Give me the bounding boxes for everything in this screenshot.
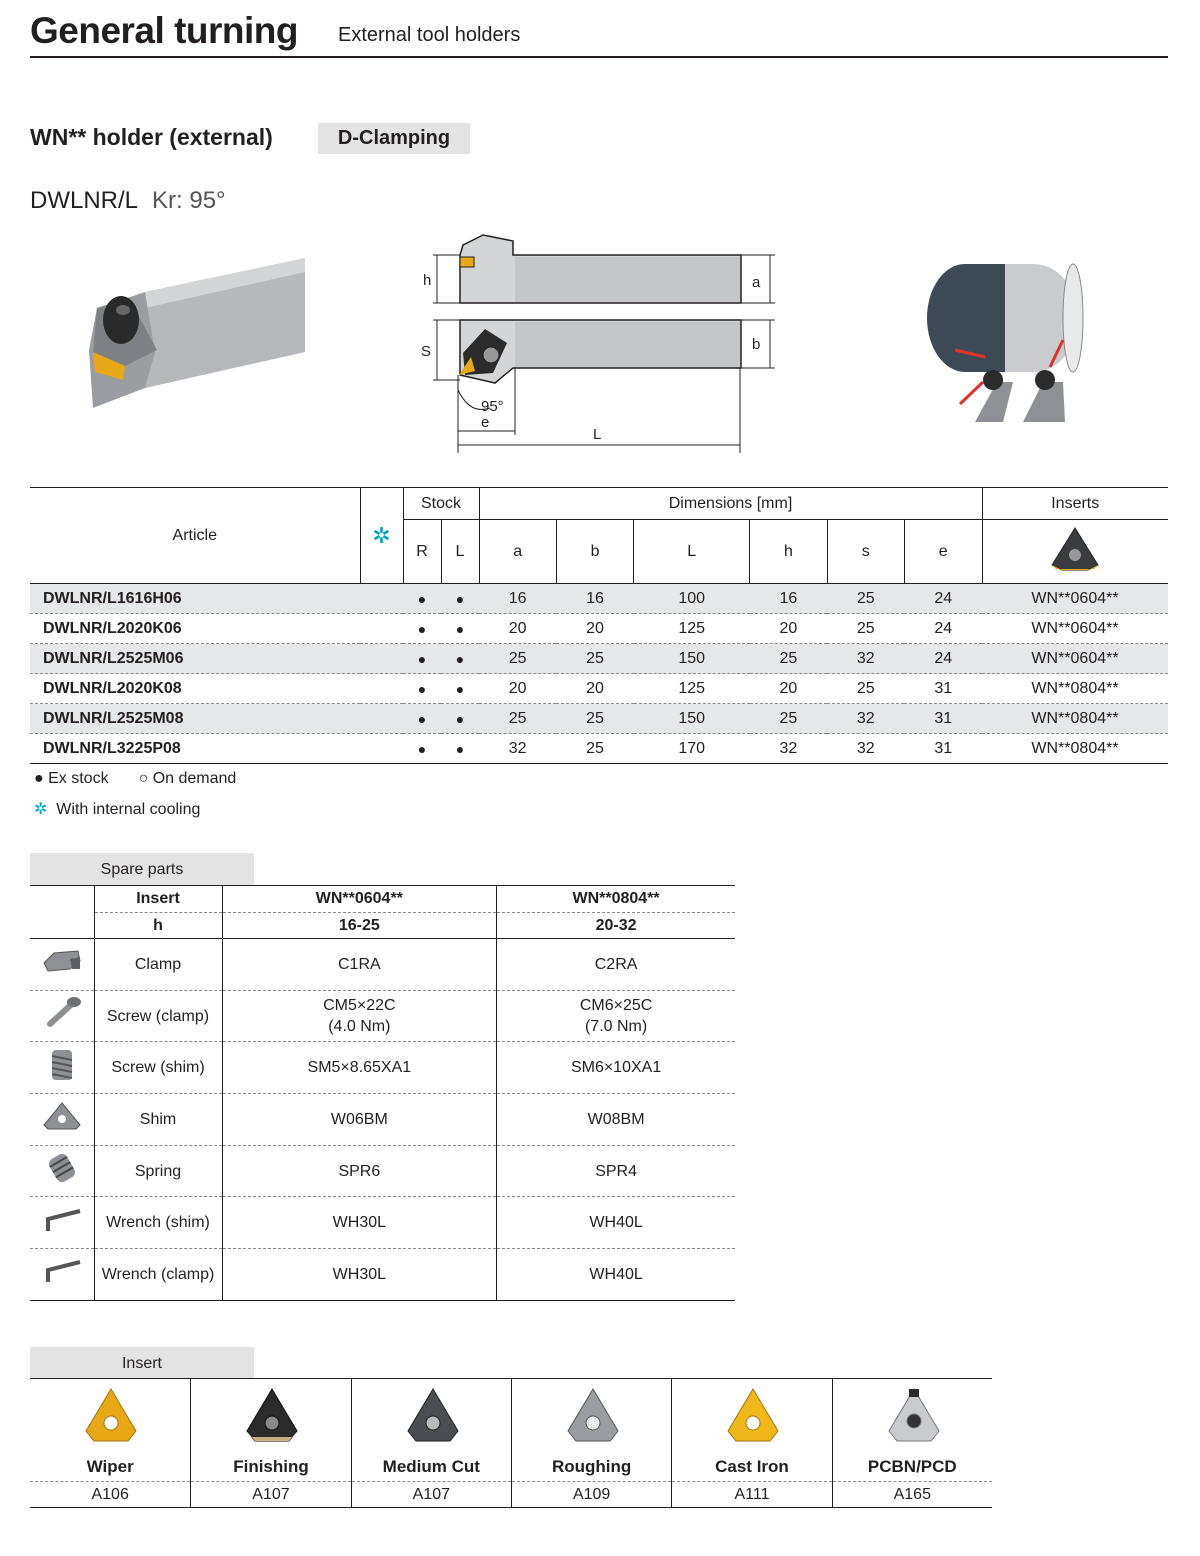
part-name: Wrench (clamp) [94,1249,222,1301]
value-0604-main: W06BM [330,1110,388,1128]
part-name: Wrench (shim) [94,1197,222,1249]
dim-l-label: L [593,426,602,443]
insert-cell: WN**0804** [982,704,1168,734]
stock-r-cell: ● [403,584,441,614]
part-name: Spring [94,1145,222,1197]
clamp-icon [30,939,94,991]
value-0804 [497,1249,735,1301]
value-0604 [222,1249,497,1301]
shim-icon [30,1094,94,1146]
value-0604 [222,1094,497,1146]
dim-e-label: e [481,414,490,431]
cooling-legend-icon: ✲ [34,801,48,818]
value-0804-main: SM6×10XA1 [570,1059,662,1077]
legend-cooling: With internal cooling [56,801,201,818]
value-0804-main: W08BM [587,1110,645,1128]
dim-h-label: h [423,272,432,289]
screw-shim-icon [30,1042,94,1094]
insert-wiper [30,1379,190,1507]
application-image [925,262,1085,427]
stock-l-cell: ● [441,584,479,614]
spare-parts-tab: Spare parts [30,853,254,885]
dim-a-cell: 32 [479,734,556,764]
page-title: General turning [30,10,298,51]
stock-l-cell: ● [441,734,479,764]
stock-r-cell: ● [403,614,441,644]
dim-l-cell: 100 [634,584,750,614]
value-0604-main: WH30L [332,1214,387,1232]
dim-l-cell: 170 [634,734,750,764]
value-0604-torque: (4.0 Nm) [328,1018,391,1036]
stock-r-cell: ● [403,704,441,734]
stock-l-cell: ● [441,644,479,674]
insert-cell: WN**0604** [982,614,1168,644]
screw-clamp-icon [30,990,94,1042]
dim-b-cell: 20 [556,614,633,644]
table-row [30,644,1168,674]
insert-name: Medium Cut [382,1457,480,1476]
stock-r-cell: ● [403,734,441,764]
dim-angle-label: 95° [481,398,504,415]
table-row [30,1197,735,1249]
dim-e-cell: 31 [904,704,982,734]
stock-legend [34,770,236,788]
value-0804 [497,939,735,991]
dim-a-header: a [479,520,556,584]
stock-l-header: L [441,520,479,584]
stock-l-cell: ● [441,704,479,734]
value-0804 [497,990,735,1042]
dim-e-cell: 24 [904,584,982,614]
dim-a-cell: 25 [479,644,556,674]
value-0604 [222,990,497,1042]
dim-e-header: e [904,520,982,584]
insert-name: PCBN/PCD [867,1457,957,1476]
dim-s-cell: 32 [827,704,904,734]
stock-r-cell: ● [403,674,441,704]
value-0804 [497,1094,735,1146]
value-0804 [497,1145,735,1197]
article-cell: DWLNR/L2020K08 [30,674,360,704]
dim-b-cell: 25 [556,734,633,764]
column-stock: Stock [403,488,479,520]
part-name: Screw (clamp) [94,990,222,1042]
dim-s-header: s [827,520,904,584]
dim-s-cell: 25 [827,584,904,614]
insert-0604-header: WN**0604** [222,886,497,913]
dim-s-cell: 25 [827,674,904,704]
tool-holder-image [85,250,307,410]
value-0804-main: SPR4 [595,1162,637,1180]
column-dimensions: Dimensions [mm] [479,488,982,520]
insert-code: A107 [191,1481,350,1507]
stock-r-header: R [403,520,441,584]
dim-b-cell: 20 [556,674,633,704]
section-title: WN** holder (external) [30,124,273,150]
table-row [30,939,735,991]
dim-l-cell: 150 [634,704,750,734]
dim-h-cell: 32 [750,734,827,764]
wrench-icon [30,1249,94,1301]
dim-h-cell: 20 [750,614,827,644]
insert-grid [30,1378,992,1508]
article-cell: DWLNR/L2525M08 [30,704,360,734]
value-0604 [222,1145,497,1197]
part-name: Clamp [94,939,222,991]
cooling-legend [34,799,200,819]
part-name: Shim [94,1094,222,1146]
value-0804 [497,1197,735,1249]
dim-a-cell: 16 [479,584,556,614]
insert-cell: WN**0804** [982,734,1168,764]
dim-s-cell: 25 [827,614,904,644]
stock-l-cell: ● [441,674,479,704]
dim-h-cell: 25 [750,644,827,674]
insert-medium-cut [351,1379,511,1507]
article-cell: DWLNR/L2020K06 [30,614,360,644]
h-range-0804: 20-32 [497,913,735,939]
insert-finishing [190,1379,350,1507]
article-cell: DWLNR/L3225P08 [30,734,360,764]
value-0604-main: SPR6 [338,1162,381,1180]
insert-name: Finishing [233,1457,309,1476]
model-heading [30,187,226,215]
insert-image-header [982,520,1168,584]
dim-b-label: b [752,336,761,353]
dim-s-cell: 32 [827,644,904,674]
table-row [30,990,735,1042]
article-cell: DWLNR/L1616H06 [30,584,360,614]
technical-drawing [415,225,777,460]
table-row [30,614,1168,644]
insert-cell: WN**0604** [982,584,1168,614]
insert-name: Roughing [551,1457,632,1476]
insert-pcbn-pcd [832,1379,992,1507]
value-0804-main: WH40L [589,1265,643,1283]
table-row [30,1094,735,1146]
insert-icon [1048,525,1102,573]
table-row [30,734,1168,764]
value-0804 [497,1042,735,1094]
insert-code: A111 [672,1481,831,1507]
dim-l-cell: 125 [634,614,750,644]
value-0804-main: CM6×25C [579,997,653,1015]
insert-roughing-icon [562,1385,624,1447]
insert-medium-cut-icon [402,1385,464,1447]
insert-pcbn-pcd-icon [883,1385,945,1447]
insert-code: A165 [833,1481,992,1507]
table-row [30,1042,735,1094]
insert-code: A109 [512,1481,671,1507]
dim-h-cell: 20 [750,674,827,704]
insert-code: A106 [30,1481,190,1507]
article-cell: DWLNR/L2525M06 [30,644,360,674]
insert-name: Wiper [86,1457,134,1476]
dim-e-cell: 31 [904,674,982,704]
clamping-badge: D-Clamping [318,123,470,154]
dim-s-label: S [421,343,432,360]
cooling-icon: ✲ [372,522,391,548]
article-table [30,487,1168,764]
table-row [30,704,1168,734]
table-row [30,1145,735,1197]
value-0604-main: SM5×8.65XA1 [307,1059,412,1077]
legend-ex-stock: ● Ex stock [34,770,109,787]
value-0604-main: CM5×22C [323,997,396,1015]
dim-a-cell: 20 [479,614,556,644]
value-0604-main: C1RA [337,955,381,973]
insert-0804-header: WN**0804** [497,886,735,913]
dim-b-header: b [556,520,633,584]
stock-l-cell: ● [441,614,479,644]
insert-cell: WN**0604** [982,644,1168,674]
insert-tab: Insert [30,1347,254,1379]
value-0604 [222,1197,497,1249]
dim-b-cell: 25 [556,644,633,674]
table-row [30,584,1168,614]
page-header [30,8,1168,58]
value-0804-main: C2RA [594,955,638,973]
table-row [30,1249,735,1301]
dim-e-cell: 31 [904,734,982,764]
dim-a-cell: 20 [479,674,556,704]
h-header: h [94,913,222,939]
insert-cell: WN**0804** [982,674,1168,704]
dim-b-cell: 25 [556,704,633,734]
insert-wiper-icon [80,1385,142,1447]
spare-parts-table [30,885,735,1301]
dim-e-cell: 24 [904,614,982,644]
insert-name: Cast Iron [715,1457,789,1476]
cooling-column [360,488,403,584]
insert-cast-iron [671,1379,831,1507]
insert-finishing-icon [241,1385,303,1447]
model-kr: Kr: 95° [152,187,226,214]
wrench-icon [30,1197,94,1249]
insert-cast-iron-icon [722,1385,784,1447]
insert-header: Insert [94,886,222,913]
dim-a-cell: 25 [479,704,556,734]
value-0604 [222,1042,497,1094]
page-subtitle: External tool holders [338,24,521,46]
table-row [30,674,1168,704]
legend-on-demand: ○ On demand [138,770,237,787]
value-0804-torque: (7.0 Nm) [584,1018,648,1036]
stock-r-cell: ● [403,644,441,674]
insert-code: A107 [352,1481,511,1507]
dim-l-header: L [634,520,750,584]
value-0604 [222,939,497,991]
model-name: DWLNR/L [30,187,139,214]
dim-b-cell: 16 [556,584,633,614]
dim-l-cell: 125 [634,674,750,704]
value-0804-main: WH40L [589,1214,643,1232]
dim-l-cell: 150 [634,644,750,674]
insert-roughing [511,1379,671,1507]
dim-a-label: a [752,274,761,291]
dim-e-cell: 24 [904,644,982,674]
column-inserts: Inserts [982,488,1168,520]
dim-s-cell: 32 [827,734,904,764]
value-0604-main: WH30L [332,1265,387,1283]
h-range-0604: 16-25 [222,913,497,939]
dim-h-cell: 16 [750,584,827,614]
column-article: Article [30,488,360,584]
icon-column-header [30,886,94,939]
part-name: Screw (shim) [94,1042,222,1094]
spring-icon [30,1145,94,1197]
dim-h-header: h [750,520,827,584]
dim-h-cell: 25 [750,704,827,734]
